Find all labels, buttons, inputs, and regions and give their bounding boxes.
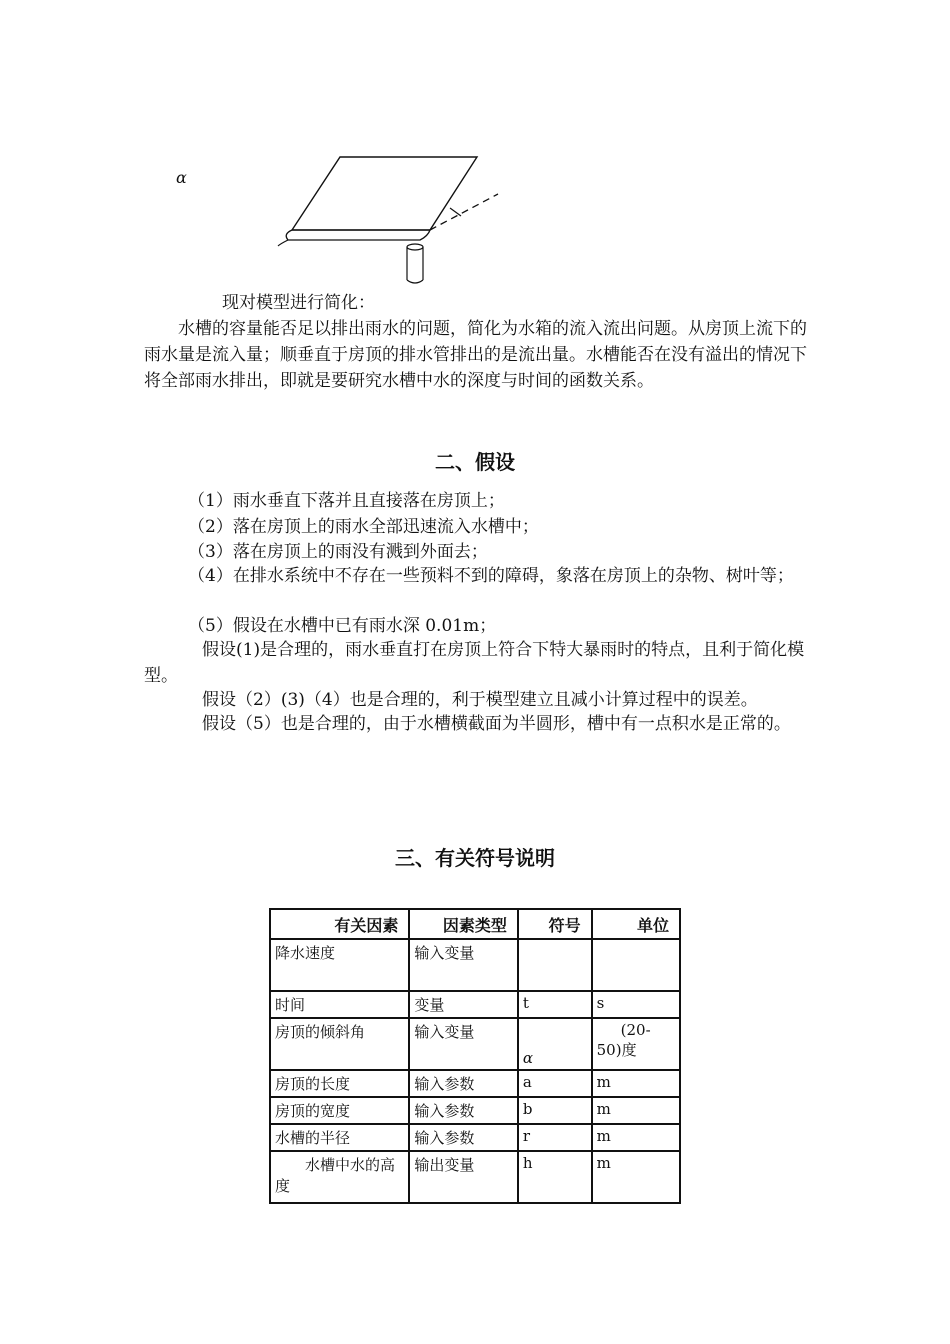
cell-symbol: r — [518, 1124, 592, 1151]
cell-factor: 房顶的宽度 — [270, 1097, 409, 1124]
alpha-label: α — [176, 168, 187, 187]
simplify-body: 水槽的容量能否足以排出雨水的问题，简化为水箱的流入流出问题。从房顶上流下的雨水量是流入量；顺垂直于房顶的排水管排出的是流出量。水槽能否在没有溢出的情况下将全部雨水排出，即就是要研究水槽中水的深度与时间的函数关系。 — [144, 319, 807, 391]
assumption-2: （2）落在房顶上的雨水全部迅速流入水槽中； — [188, 517, 539, 537]
cell-type: 输入变量 — [409, 939, 518, 991]
cell-factor: 水槽的半径 — [270, 1124, 409, 1151]
table-header-row — [270, 909, 680, 939]
cell-factor: 房顶的长度 — [270, 1070, 409, 1097]
cell-unit: (20-50)度 — [592, 1018, 680, 1070]
section-2-title: 二、假设 — [435, 450, 515, 474]
table-row — [270, 1124, 680, 1151]
cell-symbol: h — [518, 1151, 592, 1203]
table-row — [270, 1097, 680, 1124]
assumption-note-2: 假设（2）(3)（4）也是合理的，利于模型建立且减小计算过程中的误差。 — [202, 690, 758, 710]
cell-type: 输入参数 — [409, 1070, 518, 1097]
cell-unit: m — [592, 1097, 680, 1124]
cell-factor: 降水速度 — [270, 939, 409, 991]
assumption-note-3: 假设（5）也是合理的，由于水槽横截面为半圆形，槽中有一点积水是正常的。 — [202, 714, 791, 734]
table-row — [270, 991, 680, 1018]
section-3-title: 三、有关符号说明 — [395, 846, 555, 870]
assumption-3: （3）落在房顶上的雨没有溅到外面去； — [188, 542, 488, 562]
symbol-table — [269, 908, 681, 1204]
cell-unit: m — [592, 1124, 680, 1151]
roof-diagram — [170, 150, 510, 290]
normal-dashed-line — [430, 194, 498, 230]
assumption-4: （4）在排水系统中不存在一些预料不到的障碍，象落在房顶上的杂物、树叶等； — [188, 566, 794, 586]
assumption-1: （1）雨水垂直下落并且直接落在房顶上； — [188, 491, 505, 511]
downpipe-top — [407, 244, 423, 250]
cell-factor: 水槽中水的高度 — [270, 1151, 409, 1203]
cell-type: 输入变量 — [409, 1018, 518, 1070]
cell-symbol: a — [518, 1070, 592, 1097]
cell-type: 变量 — [409, 991, 518, 1018]
cell-unit — [592, 939, 680, 991]
header-symbol: 符号 — [518, 909, 592, 939]
cell-type: 输出变量 — [409, 1151, 518, 1203]
header-type: 因素类型 — [409, 909, 518, 939]
cell-type: 输入参数 — [409, 1124, 518, 1151]
cell-factor: 时间 — [270, 991, 409, 1018]
cell-symbol: α — [518, 1018, 592, 1070]
cell-symbol: t — [518, 991, 592, 1018]
simplify-intro: 现对模型进行简化： — [222, 293, 375, 313]
cell-unit: s — [592, 991, 680, 1018]
cell-unit: m — [592, 1070, 680, 1097]
assumption-note-1: 假设(1)是合理的，雨水垂直打在房顶上符合下特大暴雨时的特点，且利于简化模型。 — [144, 640, 805, 686]
cell-type: 输入参数 — [409, 1097, 518, 1124]
cell-factor: 房顶的倾斜角 — [270, 1018, 409, 1070]
header-factor: 有关因素 — [270, 909, 409, 939]
table-row — [270, 939, 680, 991]
header-unit: 单位 — [592, 909, 680, 939]
assumption-5: （5）假设在水槽中已有雨水深 0.01m； — [188, 616, 497, 636]
cell-symbol: b — [518, 1097, 592, 1124]
gutter — [286, 230, 430, 240]
roof-plane — [292, 157, 477, 230]
cell-unit: m — [592, 1151, 680, 1203]
table-row — [270, 1018, 680, 1070]
cell-symbol — [518, 939, 592, 991]
table-row — [270, 1070, 680, 1097]
table-row — [270, 1151, 680, 1203]
